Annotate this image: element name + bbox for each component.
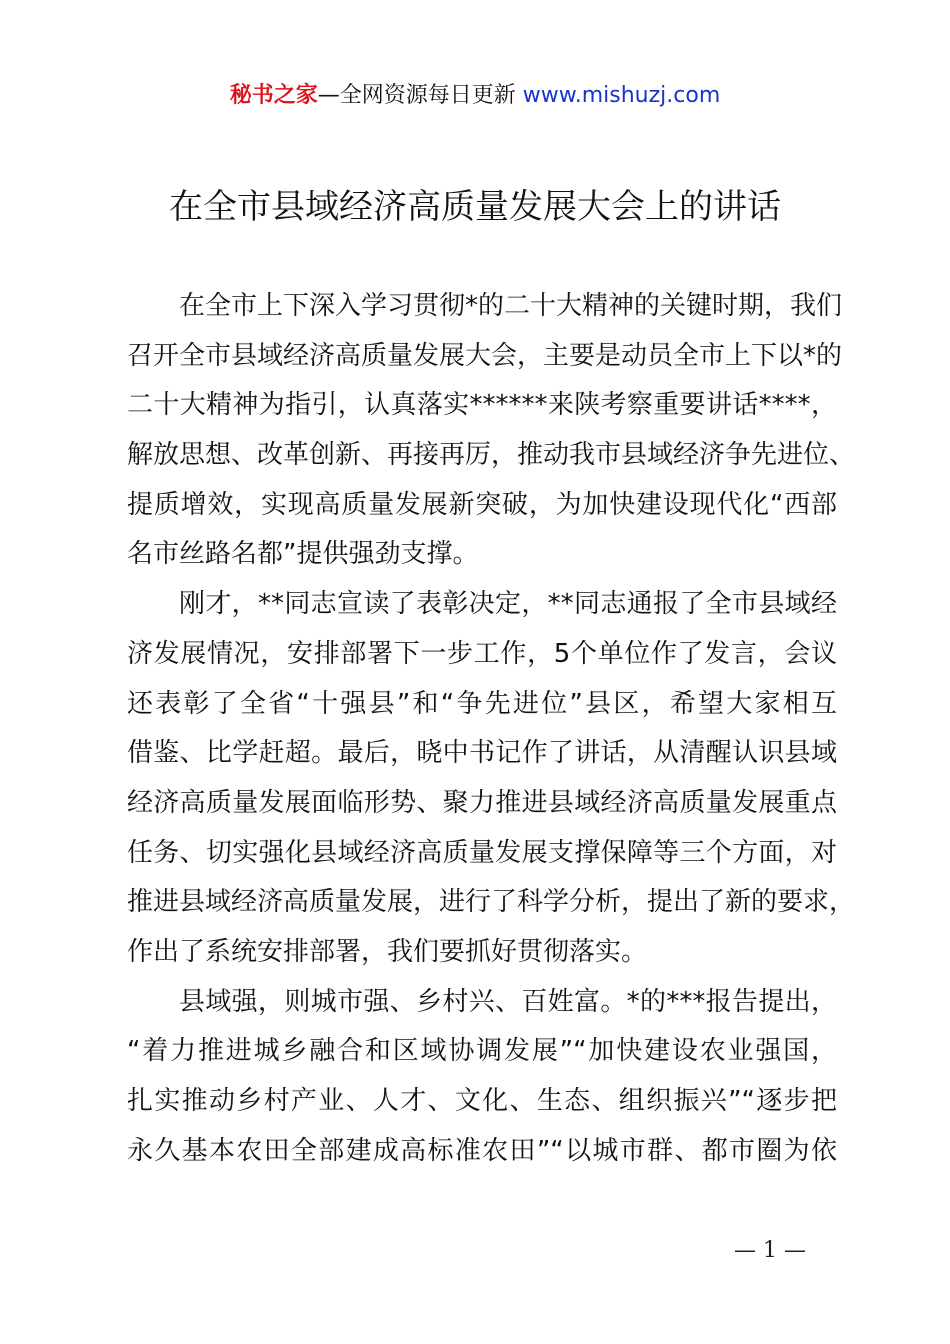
- paragraph-2-line-2: 济发展情况，安排部署下一步工作，5个单位作了发言，会议: [127, 638, 837, 669]
- paragraph-2-line-6: 任务、切实强化县域经济高质量发展支撑保障等三个方面，对: [127, 837, 837, 868]
- page-number: — 1 —: [734, 1238, 806, 1263]
- paragraph-3-line-1: 县域强，则城市强、乡村兴、百姓富。*的***报告提出，: [179, 986, 837, 1017]
- site-brand: 秘书之家: [229, 83, 318, 108]
- site-url-link[interactable]: www.mishuzj.com: [522, 83, 721, 108]
- paragraph-1-line-6: 名市丝路名都”提供强劲支撑。: [127, 539, 479, 570]
- paragraph-2-line-3: 还表彰了全省“十强县”和“争先进位”县区，希望大家相互: [127, 688, 837, 719]
- paragraph-1-line-2: 召开全市县域经济高质量发展大会，主要是动员全市上下以*的: [127, 340, 843, 371]
- paragraph-2-line-5: 经济高质量发展面临形势、聚力推进县域经济高质量发展重点: [127, 787, 837, 818]
- site-tagline: —全网资源每日更新: [317, 83, 523, 108]
- paragraph-1-line-4: 解放思想、改革创新、再接再厉，推动我市县域经济争先进位、: [127, 440, 856, 471]
- document-title: 在全市县域经济高质量发展大会上的讲话: [169, 187, 781, 227]
- paragraph-1-line-3: 二十大精神为指引，认真落实******来陕考察重要讲话****，: [127, 390, 837, 421]
- paragraph-3-line-4: 永久基本农田全部建成高标准农田”“以城市群、都市圈为依: [127, 1135, 837, 1166]
- paragraph-2-line-8: 作出了系统安排部署，我们要抓好贯彻落实。: [127, 936, 648, 967]
- paragraph-2-line-7: 推进县域经济高质量发展，进行了科学分析，提出了新的要求，: [127, 887, 856, 918]
- document-body: [127, 282, 856, 1176]
- paragraph-2-line-4: 借鉴、比学赶超。最后，晓中书记作了讲话，从清醒认识县域: [127, 738, 837, 769]
- paragraph-1-line-1: 在全市上下深入学习贯彻*的二十大精神的关键时期，我们: [179, 291, 843, 321]
- paragraph-3-line-2: “着力推进城乡融合和区域协调发展”“加快建设农业强国，: [127, 1036, 837, 1067]
- paragraph-1-line-5: 提质增效，实现高质量发展新突破，为加快建设现代化“西部: [127, 489, 837, 520]
- paragraph-2-line-1: 刚才，**同志宣读了表彰决定，**同志通报了全市县域经: [179, 589, 837, 620]
- site-header: [0, 78, 950, 114]
- paragraph-3-line-3: 扎实推动乡村产业、人才、文化、生态、组织振兴”“逐步把: [127, 1086, 837, 1116]
